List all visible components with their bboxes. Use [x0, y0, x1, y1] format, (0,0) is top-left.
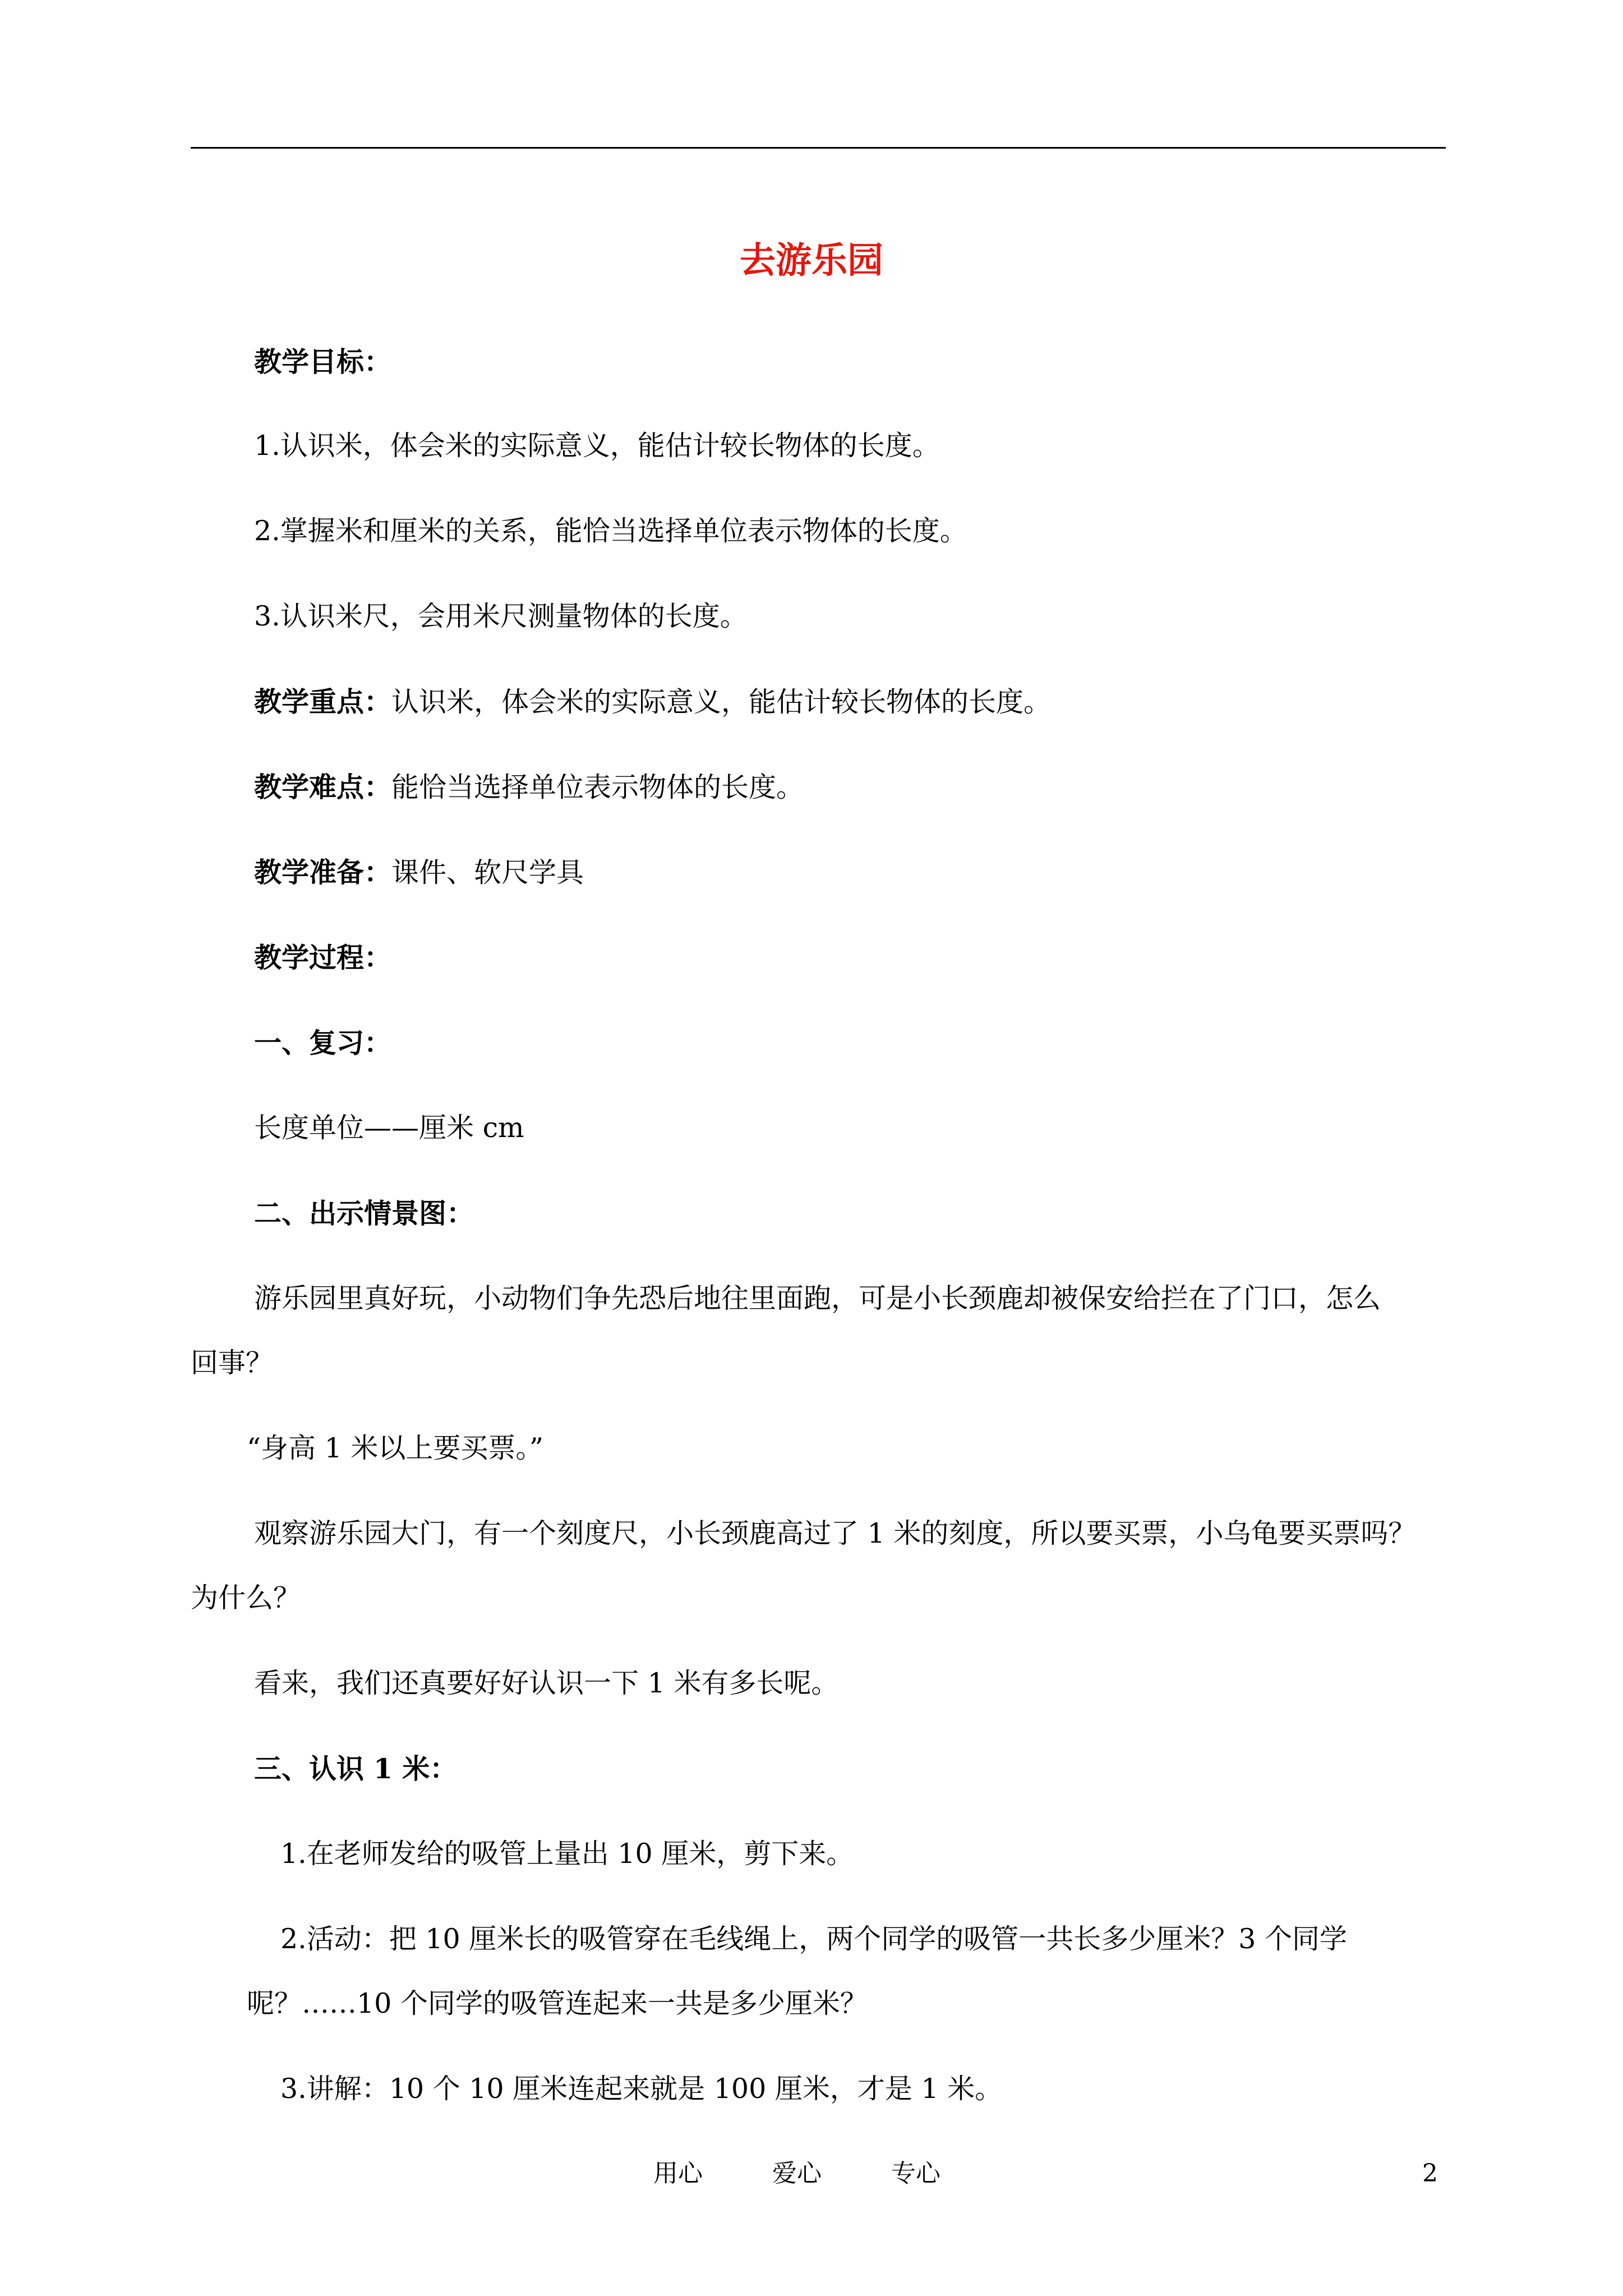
quote-text: “身高 1 米以上要买票。”: [247, 1432, 543, 1464]
step-2-line-1: 2.活动：把 10 厘米长的吸管穿在毛线绳上，两个同学的吸管一共长多少厘米？3 个同学: [280, 1923, 1348, 1955]
preparation-label: 教学准备：: [254, 856, 392, 889]
paragraph-2-line-2: 为什么？: [191, 1582, 301, 1614]
key-point-text: 认识米，体会米的实际意义，能估计较长物体的长度。: [391, 686, 1052, 718]
page-footer: [0, 2154, 1623, 2193]
header-rule: [191, 147, 1446, 149]
page-title: 去游乐园: [740, 240, 883, 282]
difficult-point-text: 能恰当选择单位表示物体的长度。: [391, 771, 804, 803]
step-2-line-2: 呢？……10 个同学的吸管连起来一共是多少厘米？: [247, 1987, 868, 2019]
preparation-text: 课件、软尺学具: [391, 857, 584, 889]
key-point: [254, 682, 1051, 722]
goal-1: 1.认识米，体会米的实际意义，能估计较长物体的长度。: [254, 430, 940, 462]
process-heading: 教学过程：: [254, 941, 392, 974]
footer-motto: [653, 2154, 1002, 2193]
goal-3: 3.认识米尺，会用米尺测量物体的长度。: [254, 600, 748, 632]
paragraph-3: 看来，我们还真要好好认识一下 1 米有多长呢。: [254, 1667, 839, 1699]
paragraph-2-line-1: 观察游乐园大门，有一个刻度尺，小长颈鹿高过了 1 米的刻度，所以要买票，小乌龟要买票吗？: [254, 1517, 1416, 1549]
footer-motto-2: 爱心: [772, 2159, 822, 2188]
paragraph-1-line-1: 游乐园里真好玩，小动物们争先恐后地往里面跑，可是小长颈鹿却被保安给拦在了门口，怎么: [254, 1282, 1381, 1314]
paragraph-1-line-2: 回事？: [191, 1347, 274, 1379]
page-number: 2: [1422, 2159, 1438, 2188]
section-1-heading: 一、复习：: [254, 1027, 392, 1059]
review-text: 长度单位——厘米 cm: [254, 1112, 524, 1144]
goal-2: 2.掌握米和厘米的关系，能恰当选择单位表示物体的长度。: [254, 515, 967, 547]
footer-motto-3: 专心: [891, 2159, 940, 2188]
difficult-point-label: 教学难点：: [254, 771, 392, 803]
goals-heading: 教学目标：: [254, 346, 392, 378]
step-3: 3.讲解：10 个 10 厘米连起来就是 100 厘米，才是 1 米。: [280, 2073, 1003, 2105]
difficult-point: [254, 767, 804, 807]
section-2-heading: 二、出示情景图：: [254, 1197, 474, 1230]
footer-motto-1: 用心: [653, 2159, 703, 2188]
section-3-heading: 三、认识 1 米：: [254, 1752, 458, 1785]
key-point-label: 教学重点：: [254, 685, 392, 718]
step-1: 1.在老师发给的吸管上量出 10 厘米，剪下来。: [280, 1838, 854, 1870]
preparation: [254, 853, 584, 892]
